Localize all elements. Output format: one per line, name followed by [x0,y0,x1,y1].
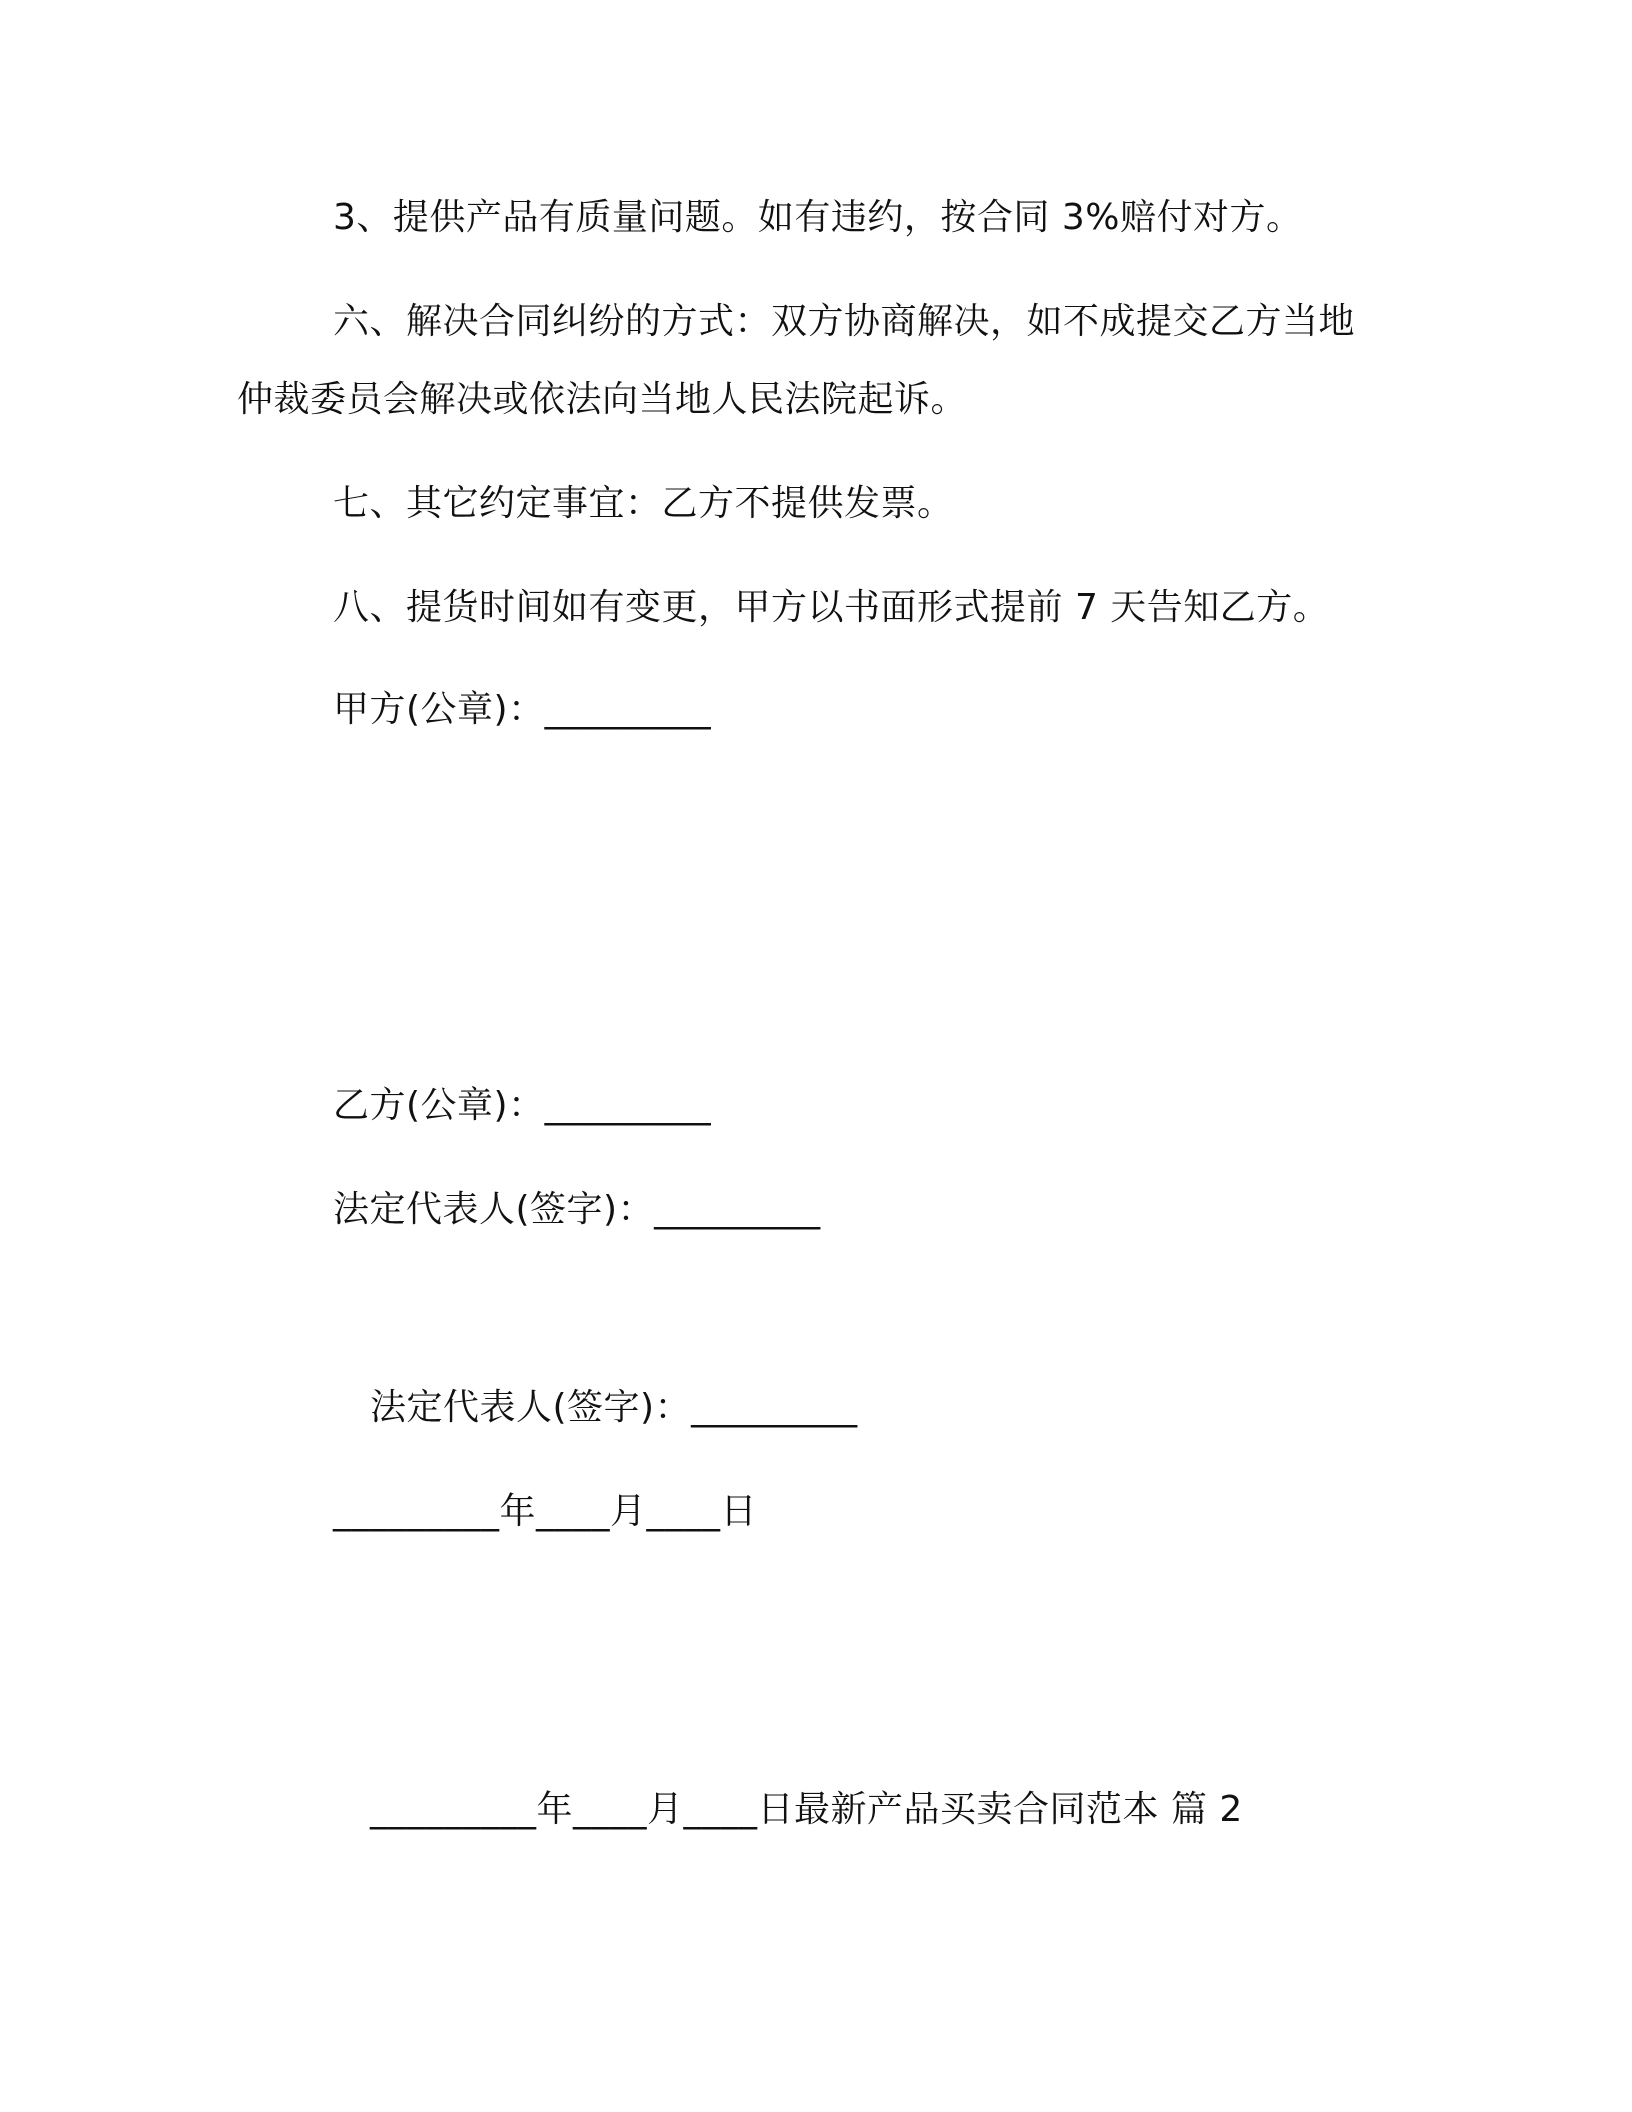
clause-8-pickup-change: 八、提货时间如有变更，甲方以书面形式提前 7 天告知乙方。 [333,587,1330,628]
legal-rep-signature-line-1: 法定代表人(签字)：_________ [333,1189,821,1230]
clause-3-quality: 3、提供产品有质量问题。如有违约，按合同 3%赔付对方。 [333,197,1303,238]
date-line-with-next-title: _________年____月____日最新产品买卖合同范本 篇 2 [370,1789,1243,1830]
party-a-seal-line: 甲方(公章)：_________ [333,689,712,730]
date-line: _________年____月____日 [333,1491,757,1532]
clause-7-other-matters: 七、其它约定事宜：乙方不提供发票。 [333,483,954,524]
legal-rep-signature-line-2: 法定代表人(签字)：_________ [370,1387,858,1428]
party-b-seal-line: 乙方(公章)：_________ [333,1085,712,1126]
clause-6-dispute-line-1: 六、解决合同纠纷的方式：双方协商解决，如不成提交乙方当地 [333,301,1356,342]
clause-6-dispute-line-2: 仲裁委员会解决或依法向当地人民法院起诉。 [237,379,968,420]
